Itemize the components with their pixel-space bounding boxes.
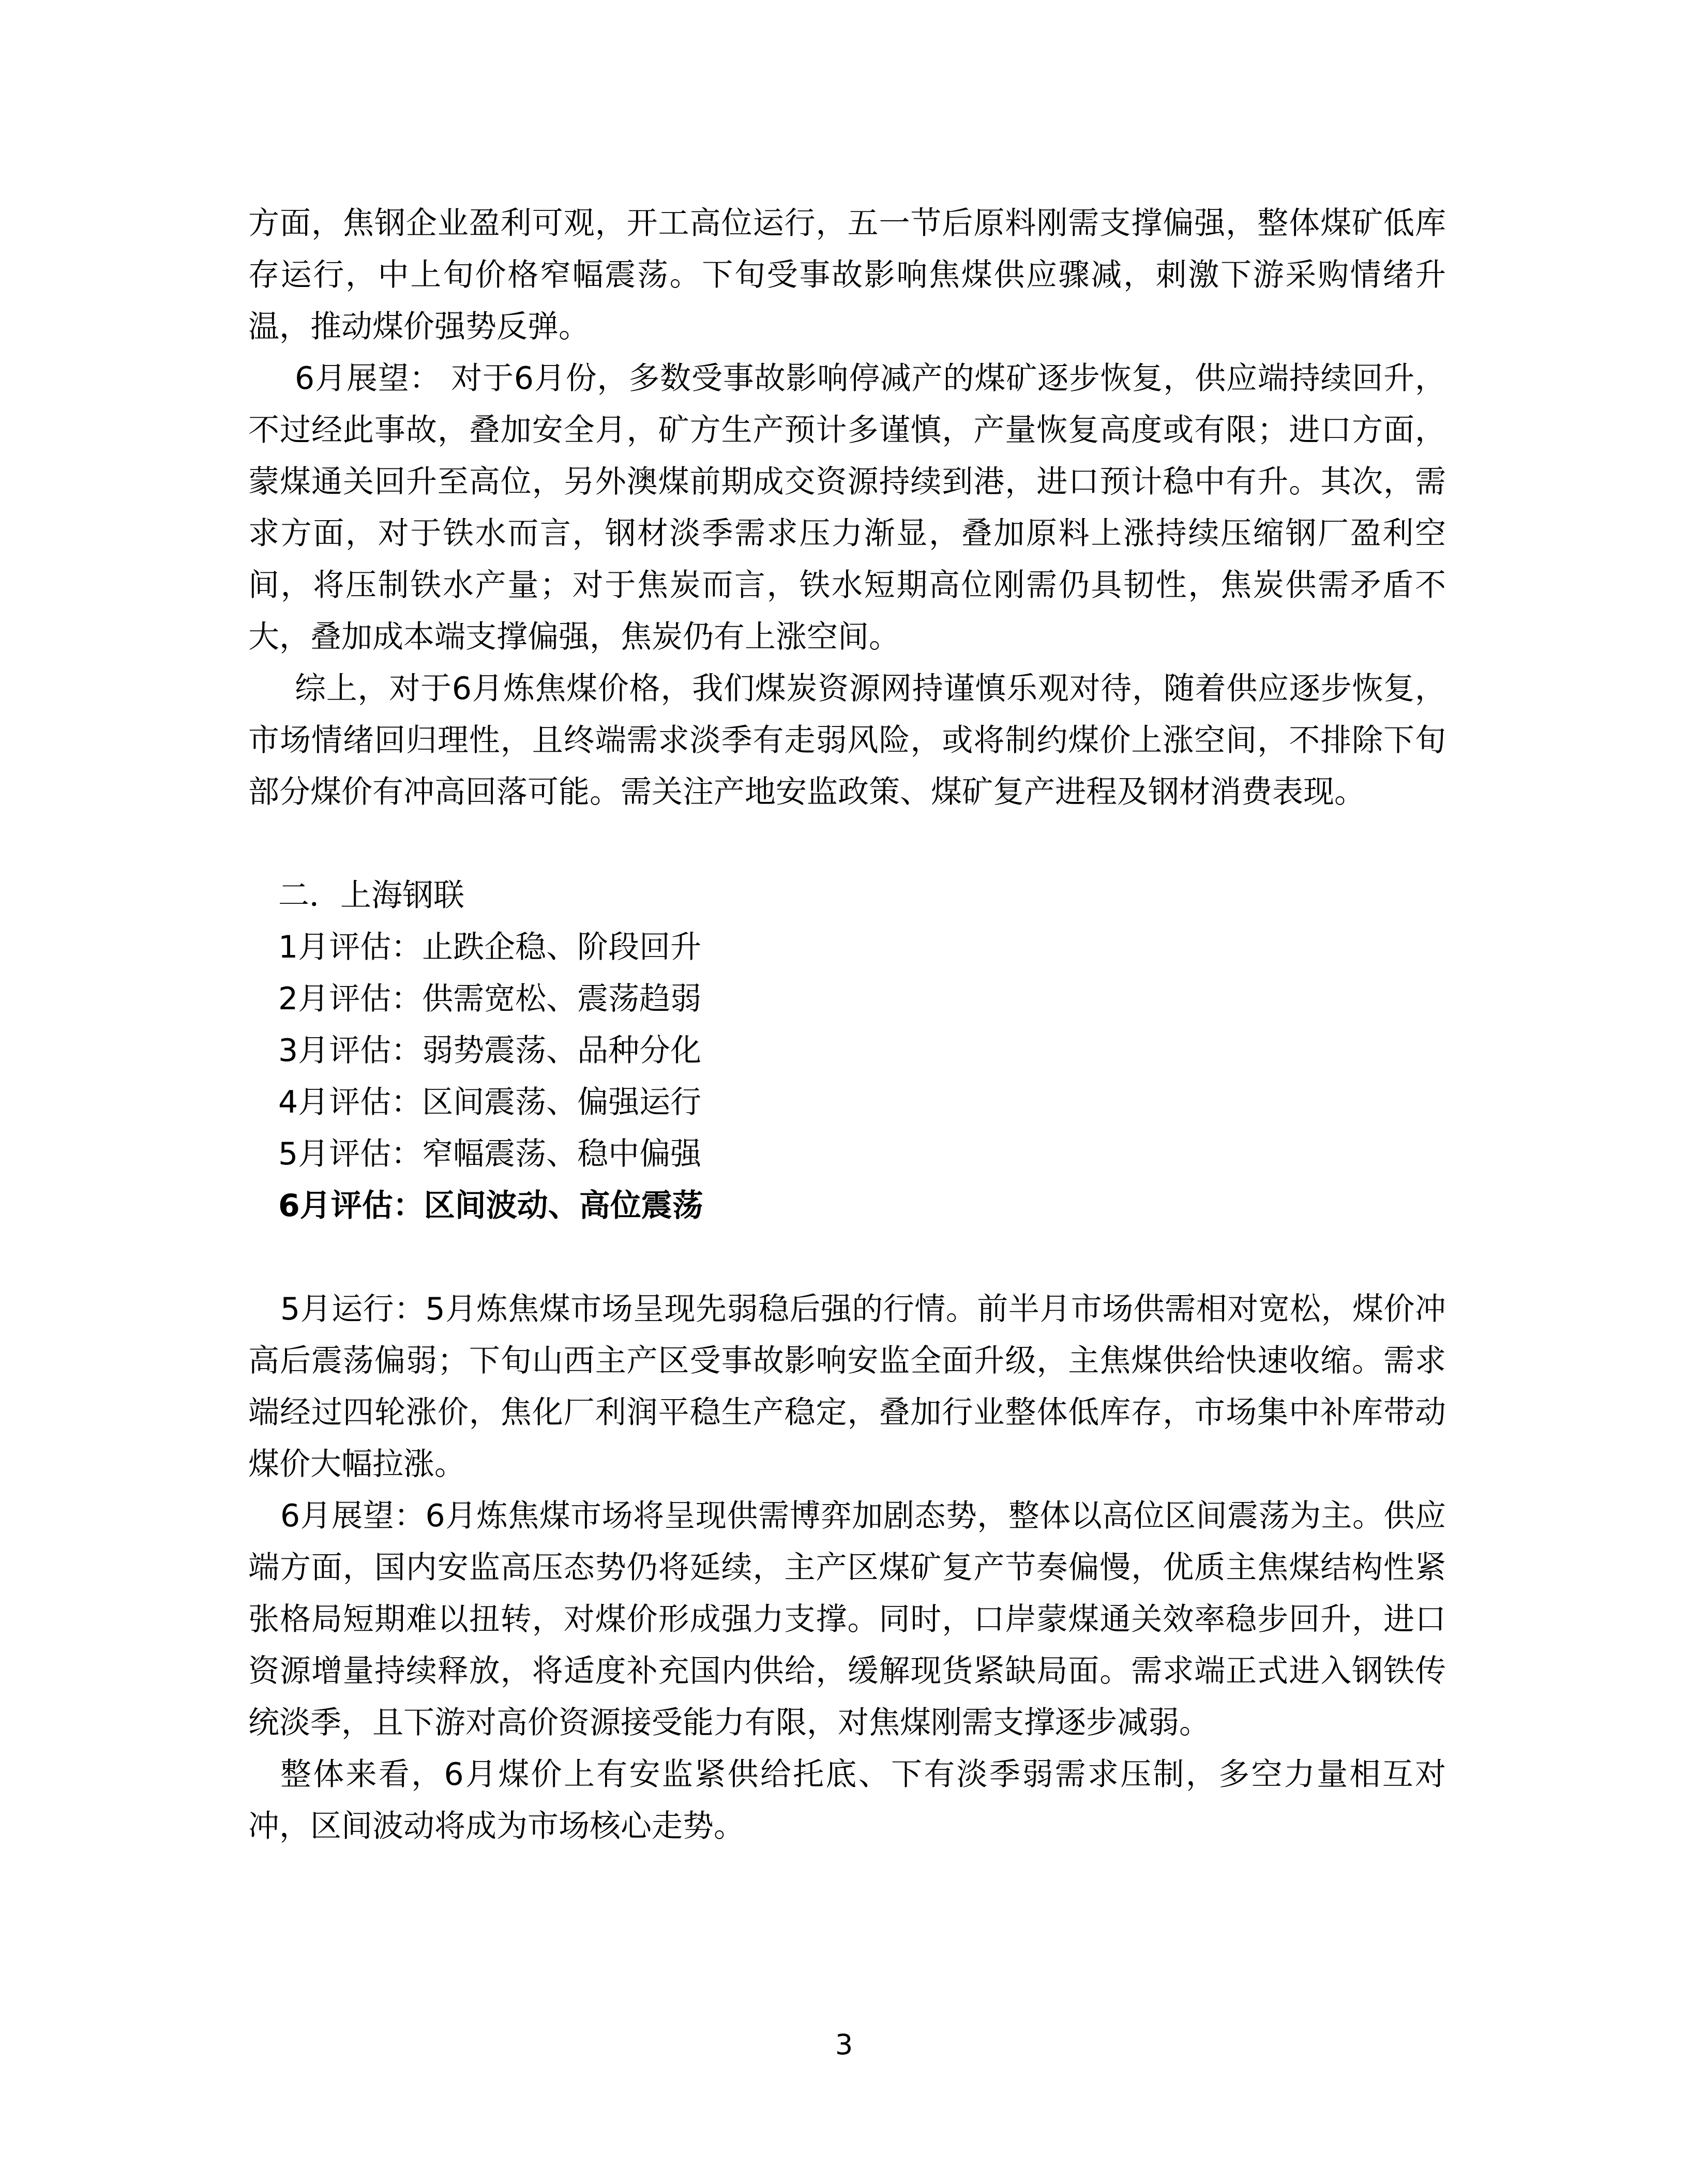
paragraph-overall-conclusion: 整体来看，6月煤价上有安监紧供给托底、下有淡季弱需求压制，多空力量相互对冲，区间波动将成为市场核心走势。 [248, 1756, 1446, 1844]
assessment-february: 2月评估：供需宽松、震荡趋弱 [278, 981, 702, 1017]
section-mysteel [248, 870, 1446, 1232]
section-title: 二．上海钢联 [278, 877, 464, 914]
paragraph-may-operation: 5月运行：5月炼焦煤市场呈现先弱稳后强的行情。前半月市场供需相对宽松，煤价冲高后震荡偏弱；下旬山西主产区受事故影响安监全面升级，主焦煤供给快速收缩。需求端经过四轮涨价，焦化厂利润平稳生产稳定，叠加行业整体低库存，市场集中补库带动煤价大幅拉涨。 [248, 1291, 1446, 1482]
assessment-april: 4月评估：区间震荡、偏强运行 [278, 1084, 702, 1120]
document-body [248, 198, 1446, 1852]
spacer [248, 1232, 1446, 1283]
assessment-june: 6月评估：区间波动、高位震荡 [278, 1188, 703, 1224]
paragraph-june-outlook-coal-resource-net: 6月展望： 对于6月份，多数受事故影响停减产的煤矿逐步恢复，供应端持续回升，不过经此事故，叠加安全月，矿方生产预计多谨慎，产量恢复高度或有限；进口方面，蒙煤通关回升至高位，另外澳煤前期成交资源持续到港，进口预计稳中有升。其次，需求方面，对于铁水而言，钢材淡季需求压力渐显，叠加原料上涨持续压缩钢厂盈利空间，将压制铁水产量；对于焦炭而言，铁水短期高位刚需仍具韧性，焦炭供需矛盾不大，叠加成本端支撑偏强，焦炭仍有上涨空间。 [248, 360, 1446, 655]
assessment-january: 1月评估：止跌企稳、阶段回升 [278, 929, 702, 965]
assessment-march: 3月评估：弱势震荡、品种分化 [278, 1033, 702, 1069]
paragraph-continued-market-review: 方面，焦钢企业盈利可观，开工高位运行，五一节后原料刚需支撑偏强，整体煤矿低库存运行，中上旬价格窄幅震荡。下旬受事故影响焦煤供应骤减，刺激下游采购情绪升温，推动煤价强势反弹。 [248, 205, 1446, 345]
assessment-may: 5月评估：窄幅震荡、稳中偏强 [278, 1136, 702, 1172]
paragraph-june-outlook-mysteel: 6月展望：6月炼焦煤市场将呈现供需博弈加剧态势，整体以高位区间震荡为主。供应端方面，国内安监高压态势仍将延续，主产区煤矿复产节奏偏慢，优质主焦煤结构性紧张格局短期难以扭转，对煤价形成强力支撑。同时，口岸蒙煤通关效率稳步回升，进口资源增量持续释放，将适度补充国内供给，缓解现货紧缺局面。需求端正式进入钢铁传统淡季，且下游对高价资源接受能力有限，对焦煤刚需支撑逐步减弱。 [248, 1498, 1446, 1741]
paragraph-summary-coal-resource-net: 综上，对于6月炼焦煤价格，我们煤炭资源网持谨慎乐观对待，随着供应逐步恢复，市场情绪回归理性，且终端需求淡季有走弱风险，或将制约煤价上涨空间，不排除下旬部分煤价有冲高回落可能。需关注产地安监政策、煤矿复产进程及钢材消费表现。 [248, 671, 1446, 810]
page-number: 3 [835, 2028, 853, 2061]
